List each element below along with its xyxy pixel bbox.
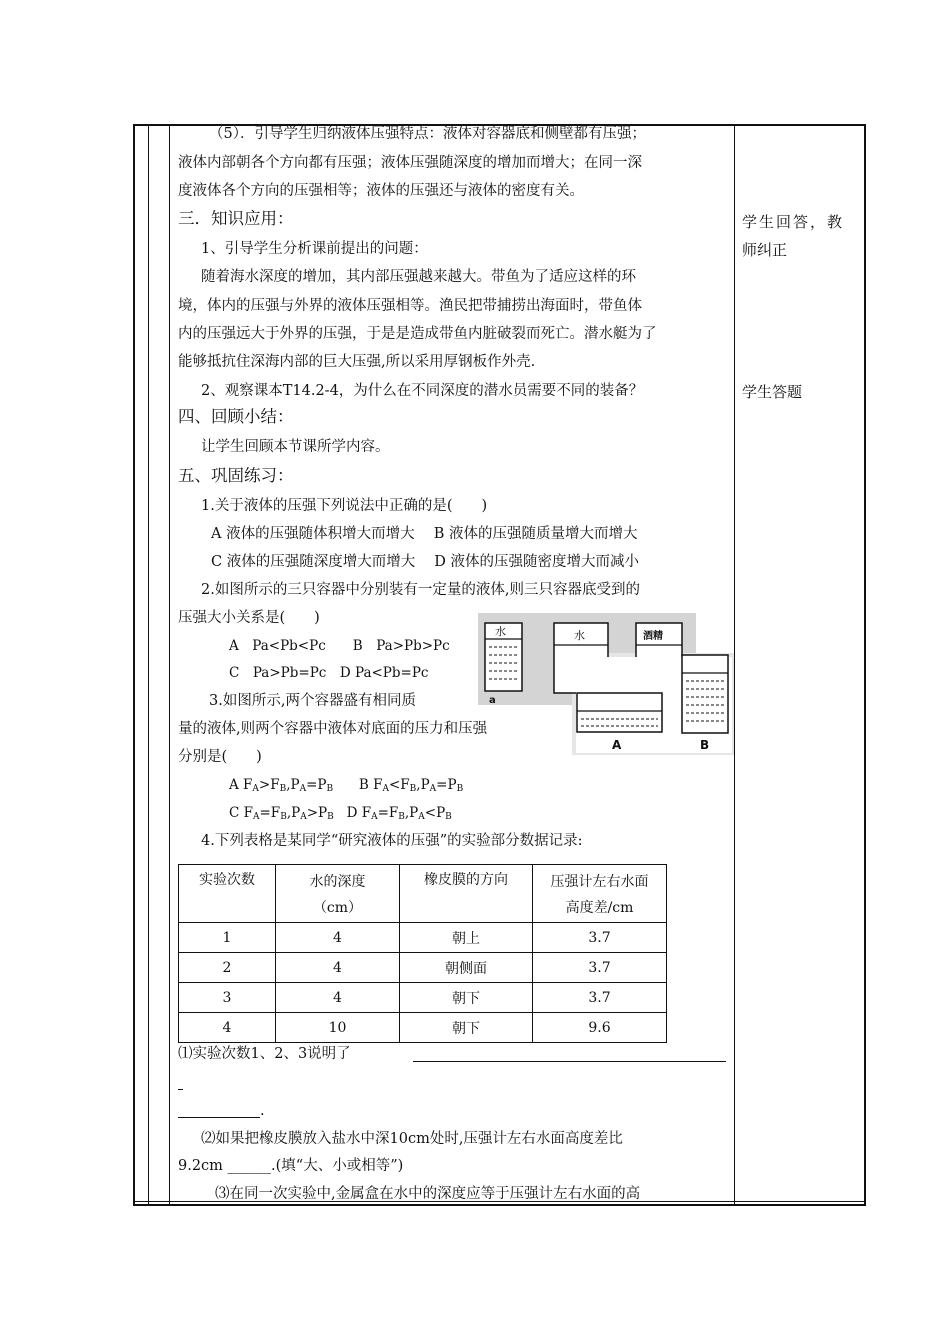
- blank-period: .: [260, 1103, 265, 1119]
- answer-blank-line: [178, 1089, 183, 1090]
- table-cell: 4: [276, 923, 400, 953]
- text-line: 度液体各个方向的压强相等；液体的压强还与液体的密度有关。: [178, 183, 584, 199]
- table-cell: 3.7: [533, 923, 667, 953]
- figure-label: 酒精: [643, 631, 663, 642]
- table-cell: 朝下: [400, 983, 533, 1013]
- question-3-line2: 量的液体,则两个容器中液体对底面的压力和压强: [178, 721, 488, 737]
- table-cell: 10: [276, 1013, 400, 1043]
- table-cell: 朝上: [400, 923, 533, 953]
- column-divider-3: [734, 124, 735, 1206]
- table-cell: 2: [179, 953, 276, 983]
- table-cell: 4: [179, 1013, 276, 1043]
- container-figure: [478, 613, 734, 755]
- section-heading: 五、巩固练习：: [178, 466, 294, 485]
- text-line: 液体内部朝各个方向都有压强；液体压强随深度的增加而增大；在同一深: [178, 155, 642, 171]
- column-divider-1: [148, 124, 149, 1206]
- figure-label: B: [700, 738, 710, 752]
- table-header-cell: 水的深度 （cm）: [276, 865, 400, 923]
- text-line: 能够抵抗住深海内部的巨大压强,所以采用厚钢板作外壳.: [178, 354, 536, 370]
- text-line: 境，体内的压强与外界的液体压强相等。渔民把带捕捞出海面时，带鱼体: [178, 298, 642, 314]
- table-header-cell: 橡皮膜的方向: [400, 865, 533, 923]
- text-line: 内的压强远大于外界的压强，于是是造成带鱼内脏破裂而死亡。潜水艇为了: [178, 326, 657, 342]
- data-table: [178, 864, 667, 1043]
- part-3: ⑶在同一次实验中,金属盒在水中的深度应等于压强计左右水面的高: [215, 1186, 641, 1202]
- figure-label: A: [612, 738, 622, 752]
- part-2: ⑵如果把橡皮膜放入盐水中深10cm处时,压强计左右水面高度差比: [201, 1131, 623, 1147]
- answer-blank-line: [413, 1061, 726, 1062]
- table-cell: 9.6: [533, 1013, 667, 1043]
- teacher-note-1: 学生回答，教 师纠正: [742, 213, 845, 259]
- question-1-options-ab: A 液体的压强随体积增大而增大 B 液体的压强随质量增大而增大: [211, 526, 638, 542]
- figure-label: a: [489, 695, 496, 706]
- table-cell: 3.7: [533, 953, 667, 983]
- table-header-row: [179, 865, 667, 923]
- question-2-options-cd: C Pa>Pb=Pc D Pa<Pb=Pc: [229, 665, 429, 681]
- table-row: [179, 1013, 667, 1043]
- table-cell: 3: [179, 983, 276, 1013]
- question-3-options-cd: C $F_A=F_B,P_A>P_B$ D $F_A=F_B,P_A<P_B$: [229, 805, 452, 822]
- figure-label: 水: [574, 629, 585, 642]
- part-2-line2: 9.2cm ______.(填“大、小或相等”): [178, 1158, 404, 1174]
- text-line: 1、引导学生分析课前提出的问题：: [201, 241, 428, 257]
- part-1: ⑴实验次数1、2、3说明了: [178, 1046, 351, 1062]
- table-cell: 朝下: [400, 1013, 533, 1043]
- table-row: [179, 953, 667, 983]
- table-cell: 4: [276, 953, 400, 983]
- table-row: [179, 983, 667, 1013]
- answer-blank-line: [178, 1117, 260, 1118]
- table-cell: 3.7: [533, 983, 667, 1013]
- text-line: （5）．引导学生归纳液体压强特点：液体对容器底和侧壁都有压强；: [209, 126, 646, 142]
- section-heading: 四、回顾小结：: [178, 407, 294, 426]
- table-header-cell: 实验次数: [179, 865, 276, 923]
- section-heading: 三．知识应用：: [178, 209, 294, 228]
- question-1: 1.关于液体的压强下列说法中正确的是( ): [201, 498, 488, 514]
- table-row: [179, 923, 667, 953]
- question-2-line2: 压强大小关系是( ): [178, 610, 320, 626]
- table-cell: 4: [276, 983, 400, 1013]
- question-1-options-cd: C 液体的压强随深度增大而增大 D 液体的压强随密度增大而减小: [211, 554, 640, 570]
- question-2: 2.如图所示的三只容器中分别装有一定量的液体,则三只容器底受到的: [201, 582, 640, 598]
- table-cell: 朝侧面: [400, 953, 533, 983]
- column-divider-2: [169, 124, 170, 1206]
- question-4: 4.下列表格是某同学“研究液体的压强”的实验部分数据记录:: [201, 833, 583, 849]
- teacher-note-2: 学生答题: [742, 383, 803, 401]
- text-line: 随着海水深度的增加，其内部压强越来越大。带鱼为了适应这样的环: [201, 269, 636, 285]
- table-cell: 1: [179, 923, 276, 953]
- question-3: 3.如图所示,两个容器盛有相同质: [209, 693, 416, 709]
- table-header-cell: 压强计左右水面 高度差/cm: [533, 865, 667, 923]
- text-line: 让学生回顾本节课所学内容。: [201, 439, 390, 455]
- question-3-options-ab: A $F_A>F_B,P_A=P_B$ B $F_A<F_B,P_A=P_B$: [229, 777, 464, 794]
- question-2-options-ab: A Pa<Pb<Pc B Pa>Pb>Pc: [229, 638, 450, 654]
- text-line: 2、观察课本T14.2-4，为什么在不同深度的潜水员需要不同的装备？: [201, 383, 644, 399]
- question-3-line3: 分别是( ): [178, 749, 262, 765]
- figure-label: 水: [495, 625, 506, 638]
